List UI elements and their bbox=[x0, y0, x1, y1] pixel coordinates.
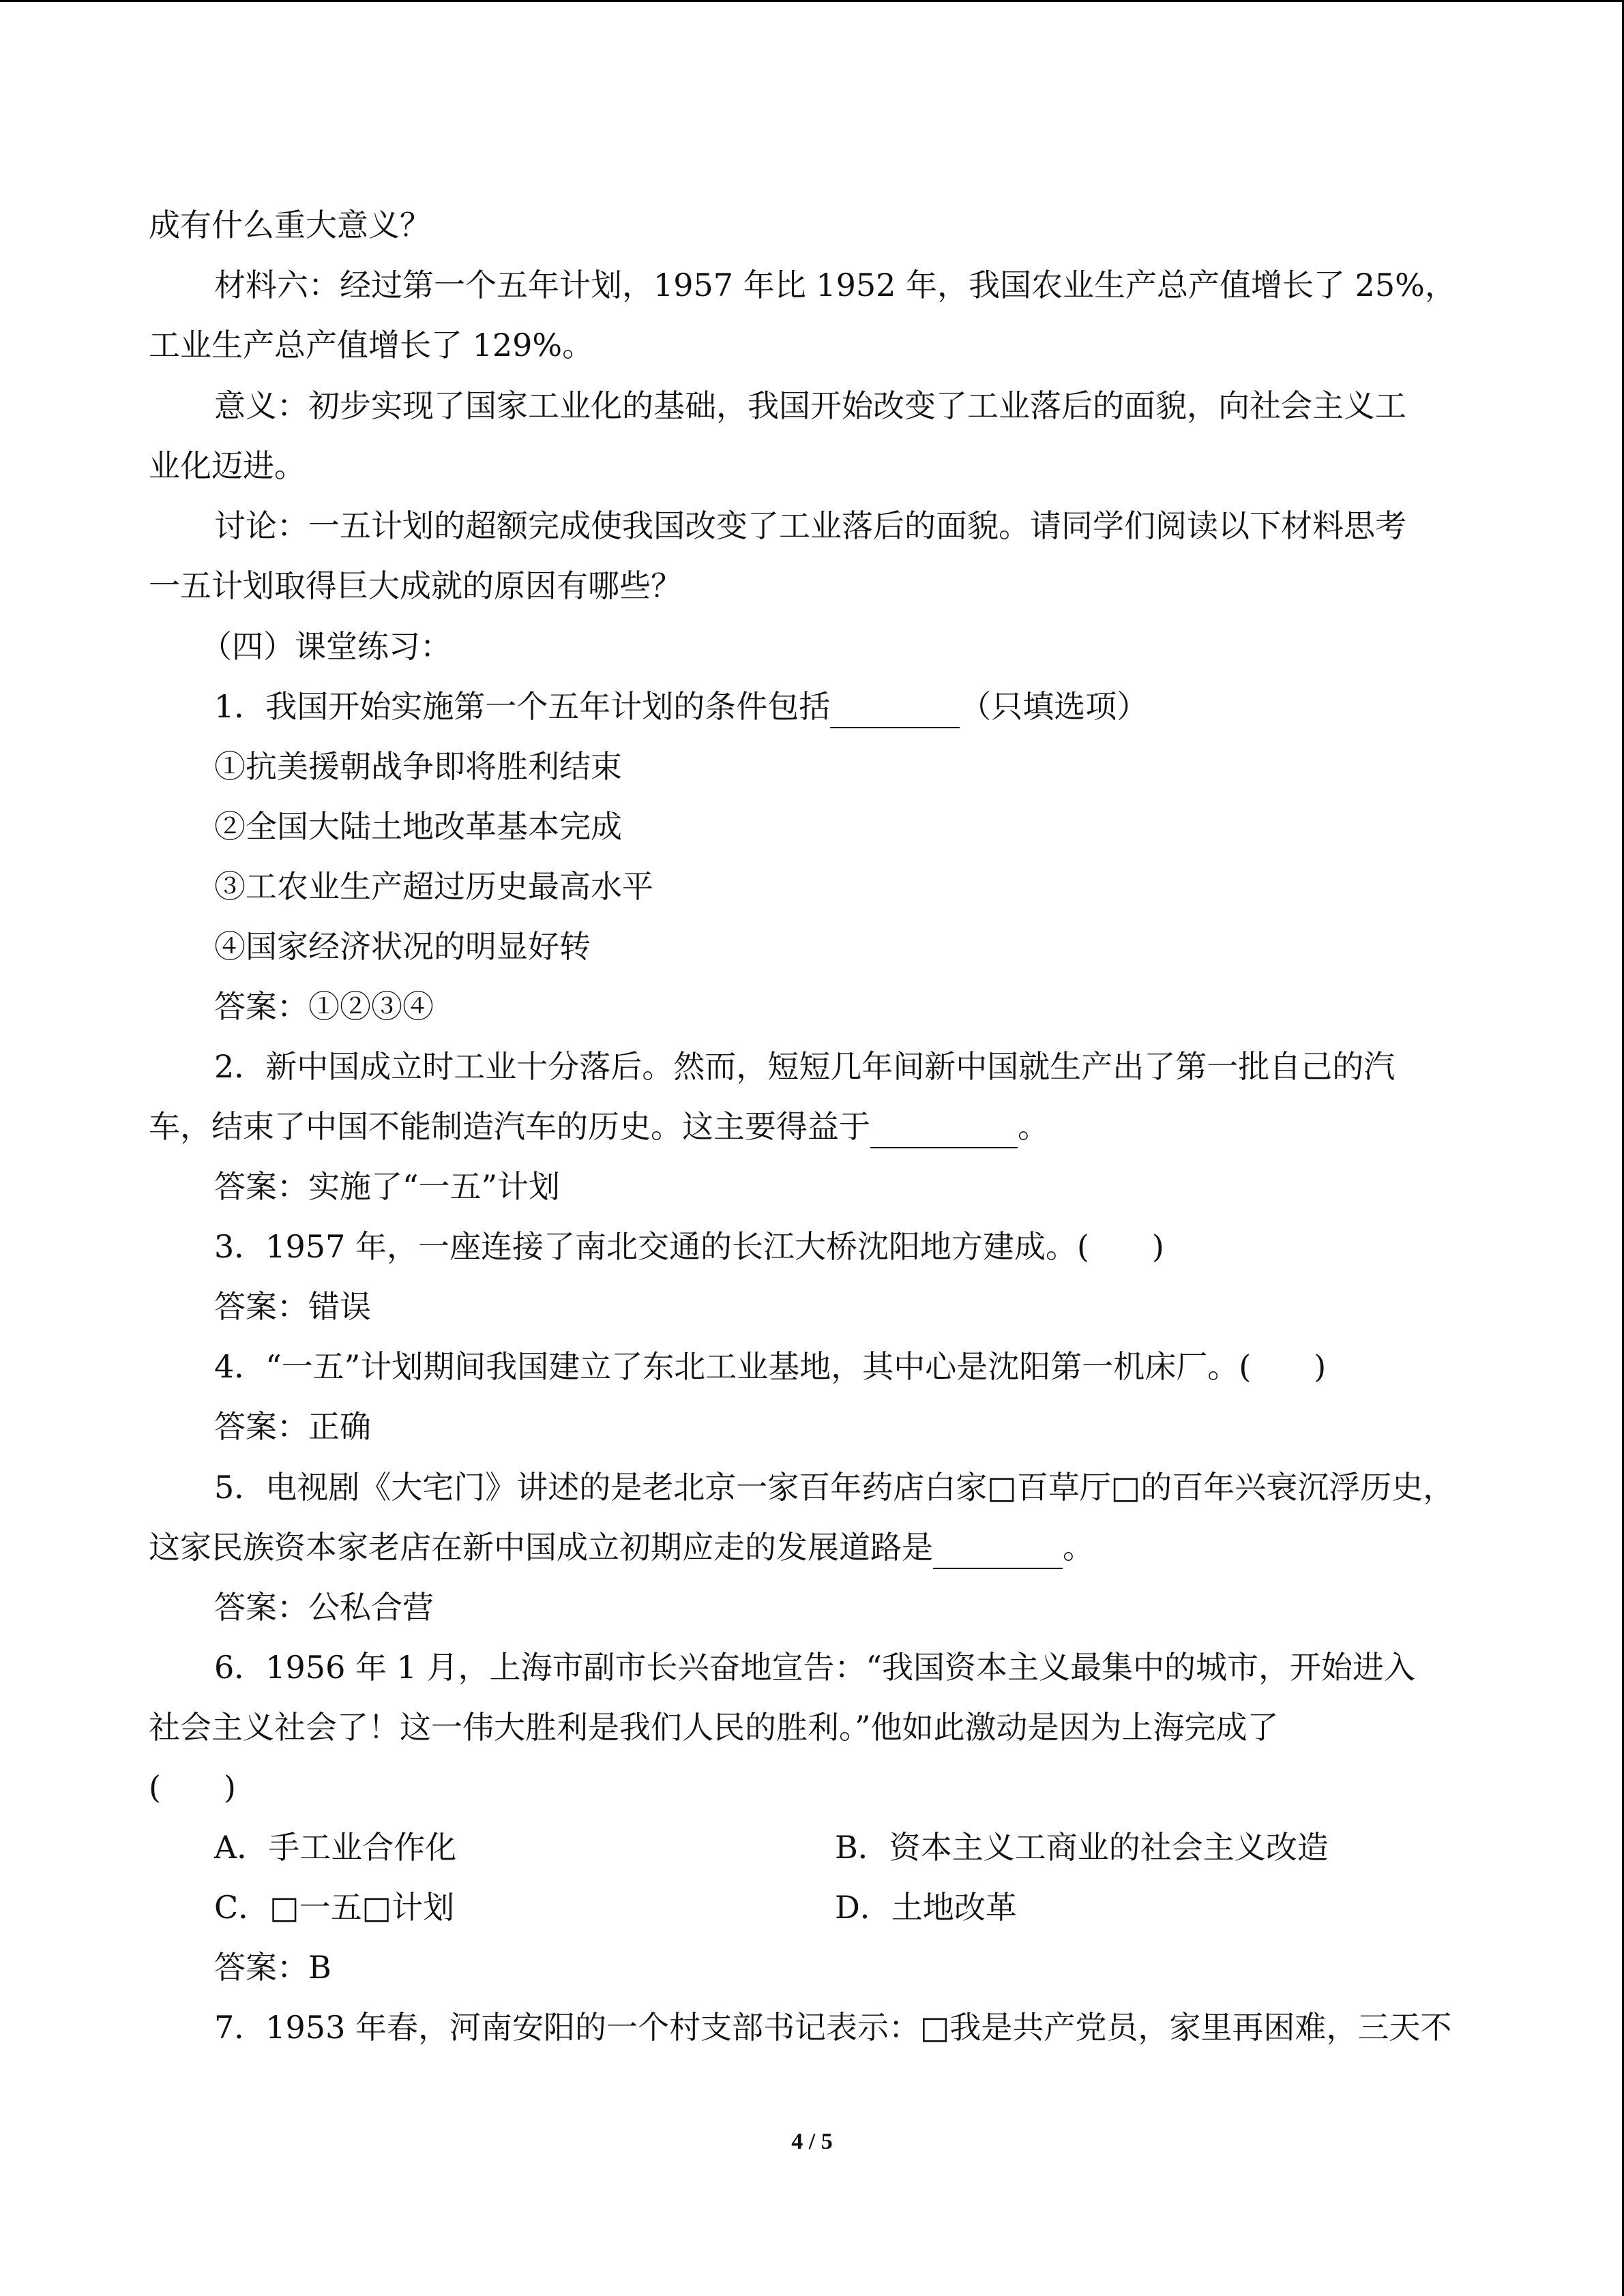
question-6: 6．1956 年 1 月，上海市副市长兴奋地宣告：“我国资本主义最集中的城市，开始进入 bbox=[214, 1649, 1415, 1686]
choice-c: C．□一五□计划 bbox=[214, 1889, 455, 1926]
text-line: 一五计划取得巨大成就的原因有哪些？ bbox=[149, 567, 682, 604]
option-line: ③工农业生产超过历史最高水平 bbox=[214, 868, 653, 905]
question-4: 4．“一五”计划期间我国建立了东北工业基地，其中心是沈阳第一机床厂。( ) bbox=[214, 1348, 1327, 1385]
answer-blank bbox=[830, 686, 960, 728]
answer-bracket: ( ) bbox=[149, 1769, 236, 1806]
text-line: 材料六：经过第一个五年计划，1957 年比 1952 年，我国农业生产总产值增长了 25%， bbox=[214, 267, 1456, 303]
answer-line: 答案：公私合营 bbox=[214, 1589, 434, 1626]
question-2-cont bbox=[149, 1106, 1049, 1148]
answer-line: 答案：B bbox=[214, 1949, 331, 1986]
text-line: 意义：初步实现了国家工业化的基础，我国开始改变了工业落后的面貌，向社会主义工 bbox=[214, 387, 1406, 424]
question-text: 车，结束了中国不能制造汽车的历史。这主要得益于 bbox=[149, 1108, 870, 1145]
choice-b: B．资本主义工商业的社会主义改造 bbox=[835, 1829, 1329, 1866]
option-line: ②全国大陆土地改革基本完成 bbox=[214, 808, 622, 845]
question-5-cont bbox=[149, 1527, 1094, 1569]
question-6-cont: 社会主义社会了！这一伟大胜利是我们人民的胜利。”他如此激动是因为上海完成了 bbox=[149, 1709, 1279, 1746]
question-text: （只填选项） bbox=[960, 688, 1149, 725]
question-1 bbox=[214, 686, 1148, 728]
answer-line: 答案：实施了“一五”计划 bbox=[214, 1168, 561, 1205]
question-text: 。 bbox=[1018, 1108, 1049, 1145]
text-line: 成有什么重大意义？ bbox=[149, 207, 431, 243]
question-7: 7．1953 年春，河南安阳的一个村支部书记表示：□我是共产党员，家里再困难，三天不 bbox=[214, 2009, 1452, 2046]
choice-d: D．土地改革 bbox=[835, 1889, 1017, 1926]
question-text: 1．我国开始实施第一个五年计划的条件包括 bbox=[214, 688, 831, 725]
question-3: 3．1957 年，一座连接了南北交通的长江大桥沈阳地方建成。( ) bbox=[214, 1228, 1164, 1265]
answer-line: 答案：正确 bbox=[214, 1408, 371, 1445]
answer-line: 答案：①②③④ bbox=[214, 988, 434, 1025]
answer-line: 答案：错误 bbox=[214, 1288, 371, 1325]
question-text: 这家民族资本家老店在新中国成立初期应走的发展道路是 bbox=[149, 1529, 933, 1566]
page-number: 4 / 5 bbox=[791, 2129, 833, 2154]
option-line: ①抗美援朝战争即将胜利结束 bbox=[214, 748, 622, 785]
question-2: 2．新中国成立时工业十分落后。然而，短短几年间新中国就生产出了第一批自己的汽 bbox=[214, 1048, 1396, 1085]
answer-blank bbox=[870, 1106, 1018, 1148]
option-line: ④国家经济状况的明显好转 bbox=[214, 928, 591, 965]
section-heading: （四）课堂练习： bbox=[201, 628, 452, 665]
choice-a: A．手工业合作化 bbox=[214, 1829, 457, 1866]
page-border-top bbox=[0, 0, 1624, 2]
answer-blank bbox=[933, 1527, 1063, 1569]
text-line: 讨论：一五计划的超额完成使我国改变了工业落后的面貌。请同学们阅读以下材料思考 bbox=[214, 507, 1406, 544]
text-line: 业化迈进。 bbox=[149, 447, 306, 484]
question-text: 。 bbox=[1063, 1529, 1094, 1566]
text-line: 工业生产总产值增长了 129%。 bbox=[149, 327, 594, 363]
question-5: 5．电视剧《大宅门》讲述的是老北京一家百年药店白家□百草厅□的百年兴衰沉浮历史， bbox=[214, 1469, 1455, 1506]
